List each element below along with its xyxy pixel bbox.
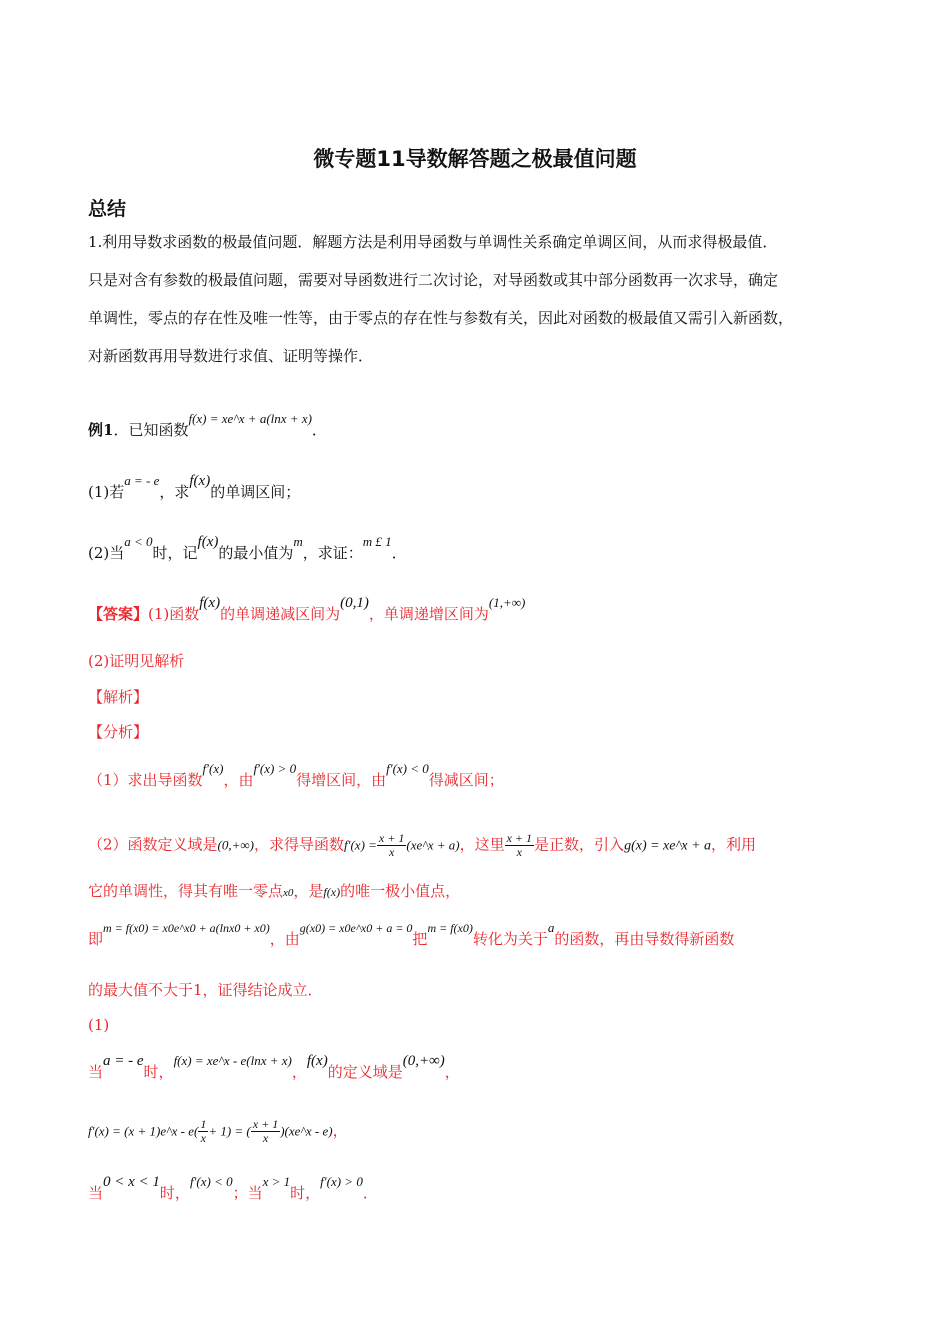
math-condition: a < 0	[124, 534, 153, 549]
answer-tag: 【答案】	[88, 605, 149, 623]
answer-line: (2)证明见解析	[88, 652, 185, 670]
example-statement: 例1．已知函数f(x) = xe^x + a(lnx + x)．	[88, 411, 327, 439]
fraction: $\frac{x + 1}{x}$	[252, 1117, 279, 1145]
question-2: (2)当a < 0时，记f(x)的最小值为m，求证：m £ 1．	[88, 534, 407, 562]
solution-part-label: (1)	[88, 1016, 110, 1034]
summary-line: 1.利用导数求函数的极最值问题．解题方法是利用导函数与单调性关系确定单调区间，从而求得极最值．	[88, 233, 778, 251]
summary-heading: 总结	[88, 198, 127, 220]
math-claim: m £ 1	[362, 534, 392, 549]
solution-line: 当0 < x < 1时，f′(x) < 0；当x > 1时，f′(x) > 0．	[88, 1174, 378, 1202]
solution-line: f′(x) = (x + 1)e^x - e( $\frac{1}{x}$ + 1) = ( $\frac{x + 1}{x}$ )(xe^x - e)，	[88, 1117, 348, 1145]
summary-line: 只是对含有参数的极最值问题，需要对导函数进行二次讨论，对导函数或其中部分函数再一次求导，确定	[88, 271, 779, 289]
question-1: (1)若a = - e，求f(x)的单调区间；	[88, 473, 301, 501]
analysis-line: 即$^{m = f(x0) = x0e\^{}x0 + a(lnx0 + x0)}$，由$^{g(x0) = x0e\^{}x0 + a = 0}$把$^{m = f(x0)}$转化为关于a的函数，再由导数得新函数	[88, 920, 735, 948]
answer-line: 【答案】(1)函数f(x)的单调递减区间为(0,1)，单调递增区间为(1,+∞)	[88, 595, 526, 623]
summary-line: 对新函数再用导数进行求值、证明等操作．	[88, 347, 374, 365]
analysis-tag: 【解析】	[88, 688, 149, 706]
fenxi-tag: 【分析】	[88, 723, 149, 741]
fraction: $\frac{x + 1}{x}$	[378, 831, 405, 859]
fraction: $\frac{x + 1}{x}$	[506, 831, 533, 859]
analysis-line: （1）求出导函数f′(x)，由f′(x) > 0得增区间，由f′(x) < 0得减区间；	[88, 761, 504, 789]
analysis-line: 的最大值不大于1，证得结论成立．	[88, 981, 323, 999]
fraction: $\frac{1}{x}$	[200, 1117, 207, 1145]
math-function: f(x)	[189, 473, 211, 489]
analysis-line: 它的单调性，得其有唯一零点x0，是f(x)的唯一极小值点，	[88, 882, 461, 900]
math-function: f(x)	[197, 534, 219, 550]
solution-line: 当a = - e时，f(x) = xe^x - e(lnx + x)，f(x)的定义域是(0,+∞)，	[88, 1053, 460, 1081]
page-title: 微专题11导数解答题之极最值问题	[313, 147, 637, 171]
math-function: f(x) = xe^x + a(lnx + x)	[188, 411, 312, 426]
math-condition: a = - e	[124, 473, 160, 488]
example-label: 例1	[88, 421, 114, 439]
summary-line: 单调性，零点的存在性及唯一性等，由于零点的存在性与参数有关，因此对函数的极最值又需引入新函数，	[88, 309, 794, 327]
analysis-line: （2）函数定义域是(0,+∞)，求得导函数f′(x) = $\frac{x + 1}{x}$ (xe^x + a)，这里 $\frac{x + 1}{x}$ 是正数，引入g(x) = xe^x + a，利用	[88, 831, 757, 859]
